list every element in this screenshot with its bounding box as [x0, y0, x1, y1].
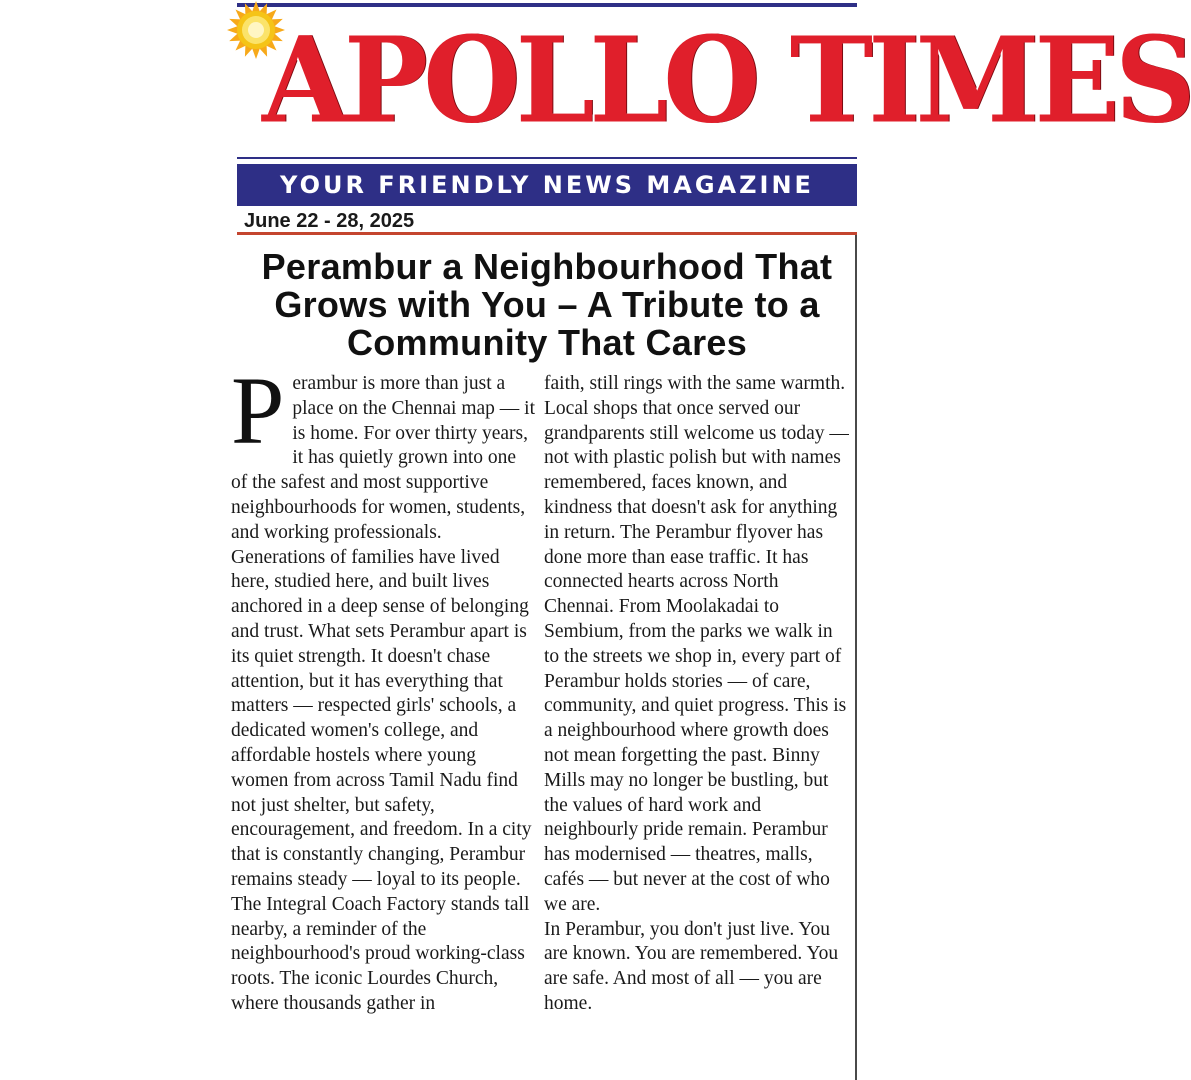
tagline-banner: YOUR FRIENDLY NEWS MAGAZINE — [237, 164, 857, 206]
article-paragraph: In Perambur, you don't just live. You are known. You are remembered. You are safe. And most of all — you are home. — [544, 918, 839, 1014]
paragraph-text: erambur is more than just a place on the Chennai map — it is home. For over thirty years, it has quietly grown into one of the safest and most supportive neighbourhoods for women, students, and working professionals. Generations of families have lived here, studied here, and built lives anchored in a deep sense of belonging and trust. What sets Perambur apart is its quiet strength. It doesn't chase attention, but it has everything that matters — respected girls' schools, a dedicated women's college, and affordable hostels where young women from across Tamil Nadu find not just shelter, but safety, encouragement, and freedom. In a city that is constantly changing, Perambur remains steady — loyal to its people. — [231, 373, 535, 890]
date-rule — [237, 232, 857, 235]
article-paragraph: faith, still rings with the same warmth. Local shops that once served our grandparents still welcome us today — not with plastic polish but with names remembered, faces known, and kindness that doesn't ask for anything in return. The Perambur flyover has done more than ease traffic. It has connected hearts across North Chennai. From Moolakadai to Sembium, from the parks we walk in to the streets we shop in, every part of Perambur holds stories — of care, community, and quiet progress. This is a neighbourhood where growth does not mean forgetting the past. Binny Mills may no longer be bustling, but the values of hard work and neighbourly pride remain. Perambur has modernised — theatres, malls, cafés — but never at the cost of who we are. — [544, 373, 849, 915]
masthead-title: APOLLO TIMES — [262, 12, 1191, 150]
article-paragraph — [231, 357, 536, 893]
article-column-1 — [231, 357, 536, 1017]
issue-date: June 22 - 28, 2025 — [244, 210, 415, 232]
drop-cap: P — [231, 357, 285, 464]
masthead-rule — [237, 157, 857, 159]
article-headline: Perambur a Neighbourhood That Grows with You – A Tribute to a Community That Cares — [261, 246, 833, 363]
article-column-2 — [544, 372, 850, 1017]
article-paragraph: The Integral Coach Factory stands tall nearby, a reminder of the neighbourhood's proud working-class roots. The iconic Lourdes Church, where thousands gather in — [231, 893, 530, 1014]
